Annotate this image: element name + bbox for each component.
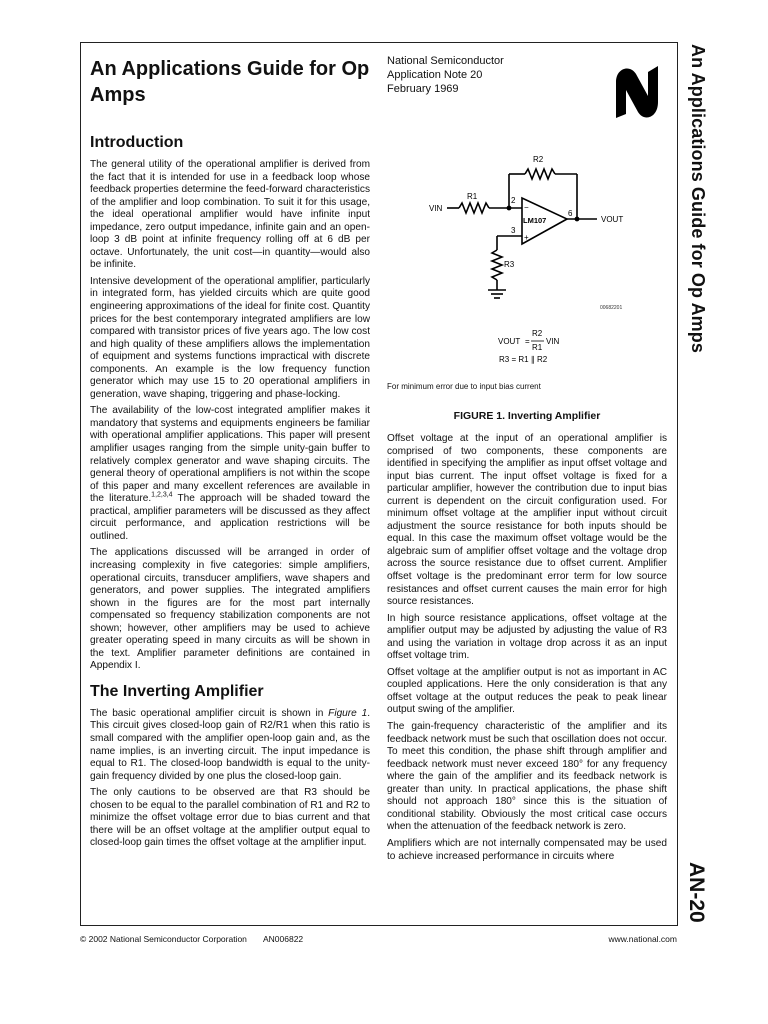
reference-superscript: 1,2,3,4	[151, 491, 173, 499]
label-op-amp: LM107	[523, 216, 547, 225]
equation-denominator: R1	[532, 343, 543, 352]
label-r1: R1	[467, 192, 478, 201]
meta-note-number: Application Note 20	[387, 69, 483, 81]
footer-left	[80, 934, 303, 944]
intro-paragraph-1: The general utility of the operational amplifier is derived from the fact that it is intended for use in a feedback loop whose feedback properties determine the feed-forward characteristics of the amplifier and loop combination. To suit it for this usage, the ideal operational amplifier would have infinite input impedance, zero output impedance, infinite gain and an open-loop 3 dB point at infinite frequency rolling off at 6 dB per octave. Unfortunately, the unit cost—in quantity—would also be infinite.	[90, 159, 370, 271]
equation-lhs: VOUT	[498, 337, 521, 346]
label-vout: VOUT	[601, 215, 624, 224]
input-node-dot	[507, 206, 512, 211]
document-meta	[387, 54, 504, 96]
intro-paragraph-3-part-a: The availability of the low-cost integrated amplifier makes it mandatory that systems and equipments engineers be familiar with operational amplifier applications. This paper will present amplifier usages ranging from the simple unity-gain buffer to relatively complex generator and wave shaping circuits. The general theory of operational amplifiers is not within the scope of this paper and many excellent references are available in the literature.	[90, 405, 370, 505]
label-r3: R3	[504, 260, 515, 269]
label-r2: R2	[533, 155, 544, 164]
footer-doc-number: AN006822	[262, 934, 304, 944]
r2-resistor	[525, 169, 555, 179]
equation-rhs: VIN	[546, 337, 560, 346]
figure-id: 00682201	[600, 305, 623, 311]
frame-left-rule	[80, 42, 81, 926]
figure-reference: Figure 1	[328, 707, 368, 719]
inverting-paragraph-1-part-a: The basic operational amplifier circuit is shown in	[90, 707, 329, 719]
document-title: An Applications Guide for Op Amps	[90, 58, 370, 106]
label-vin: VIN	[429, 204, 443, 213]
right-paragraph-1: Offset voltage at the input of an operational amplifier is comprised of two components, these components are identified in specifying the amplifier as input offset voltage and input bias current. The input offset voltage is fixed for a particular amplifier, however the contribution due to input bias current is dependent on the circuit configuration used. For minimum offset voltage at the amplifier input without circuit adjustment the source resistance for both inputs should be equal. In this case the maximum offset voltage would be the algebraic sum of amplifier offset voltage and the voltage drop across the source resistance due to offset current. Amplifier offset voltage is the predominant error term for low source resistances and offset current causes the main error for high source resistances.	[387, 433, 667, 608]
right-paragraph-3: Offset voltage at the amplifier output is not as important in AC coupled applications. Here the only consideration is that any offset voltage at the output reduces the peak to peak linear output swing of the amplifier.	[387, 666, 667, 716]
r1-resistor	[459, 203, 489, 213]
frame-right-rule	[677, 42, 678, 926]
right-paragraph-4: The gain-frequency characteristic of the amplifier and its feedback network must be such that oscillation does not occur. To meet this condition, the phase shift through amplifier and feedback network must never exceed 180° for any frequency where the gain of the amplifier and its feedback network is greater than unity. In practical applications, the phase shift should not approach 180° since this is the situation of conditional stability. Obviously the most critical case occurs when the attenuation of the feedback network is zero.	[387, 721, 667, 833]
figure-note: For minimum error due to input bias current	[387, 382, 541, 391]
output-node-dot	[575, 217, 580, 222]
heading-inverting-amplifier: The Inverting Amplifier	[90, 682, 264, 700]
frame-top-rule	[80, 42, 678, 43]
intro-paragraph-2: Intensive development of the operational amplifier, particularly in integrated form, has yielded circuits which are quite good engineering approximations of the ideal for finite cost. Quantity prices for the best contemporary integrated amplifiers are low compared with transistor prices of five years ago. The low cost and high quality of these amplifiers allows the implementation of equipment and systems functions impractical with discrete components. An example is the low frequency function generator which may use 15 to 20 operational amplifiers in generation, wave shaping, triggering and phase-locking.	[90, 275, 370, 400]
heading-introduction: Introduction	[90, 134, 184, 151]
inverting-paragraph-1	[90, 708, 370, 783]
right-column	[387, 433, 667, 867]
equation-numerator: R2	[532, 329, 543, 338]
label-pin-6: 6	[568, 209, 573, 218]
footer-copyright: © 2002 National Semiconductor Corporation	[80, 934, 247, 944]
frame-bottom-rule	[80, 925, 678, 926]
inverting-paragraph-1-part-b: . This circuit gives closed-loop gain of R2/R1 when this ratio is small compared with the amplifier open-loop gain and, as the name implies, is an inverting circuit. The input impedance is equal to R1. The closed-loop bandwidth is equal to the unity-gain frequency divided by one plus the closed-loop gain.	[90, 707, 370, 782]
national-semiconductor-logo-icon	[612, 62, 668, 126]
side-code: AN-20	[685, 862, 708, 923]
figure-caption: FIGURE 1. Inverting Amplifier	[453, 410, 601, 422]
meta-company: National Semiconductor	[387, 55, 504, 67]
left-column	[90, 132, 370, 854]
equation-equals: =	[525, 337, 530, 346]
label-pin-3: 3	[511, 226, 516, 235]
intro-paragraph-3	[90, 405, 370, 543]
footer-url[interactable]: www.national.com	[608, 934, 677, 944]
label-plus: +	[524, 233, 529, 242]
equation-r3: R3 = R1 ∥ R2	[499, 355, 548, 364]
right-paragraph-5: Amplifiers which are not internally compensated may be used to achieve increased performance in circuits where	[387, 837, 667, 862]
inverting-amplifier-schematic	[387, 140, 667, 420]
intro-paragraph-3-part-b: The approach will be shaded toward the practical, amplifier parameters will be discussed as they affect circuit performance, and application restrictions will be outlined.	[90, 493, 370, 542]
side-title: An Applications Guide for Op Amps	[688, 44, 708, 353]
label-pin-2: 2	[511, 196, 516, 205]
right-paragraph-2: In high source resistance applications, offset voltage at the amplifier output may be adjusted by adjusting the value of R3 and using the variation in voltage drop across it as an input offset voltage trim.	[387, 612, 667, 662]
r3-resistor	[492, 250, 502, 280]
intro-paragraph-4: The applications discussed will be arranged in order of increasing complexity in five categories: simple amplifiers, operational circuits, transducer amplifiers, wave shapers and generators, and power supplies. The integrated amplifiers shown in the figures are for the most part internally compensated so frequency stabilization components are not shown; however, other amplifiers may be used to achieve greater operating speed in many circuits as will be shown in the text. Amplifier parameter definitions are contained in Appendix I.	[90, 547, 370, 672]
inverting-paragraph-2: The only cautions to be observed are that R3 should be chosen to be equal to the parallel combination of R1 and R2 to minimize the offset voltage error due to bias current and that there will be an offset voltage at the amplifier output equal to closed-loop gain times the offset voltage at the amplifier input.	[90, 787, 370, 849]
label-minus: −	[524, 203, 529, 212]
meta-date: February 1969	[387, 83, 459, 95]
